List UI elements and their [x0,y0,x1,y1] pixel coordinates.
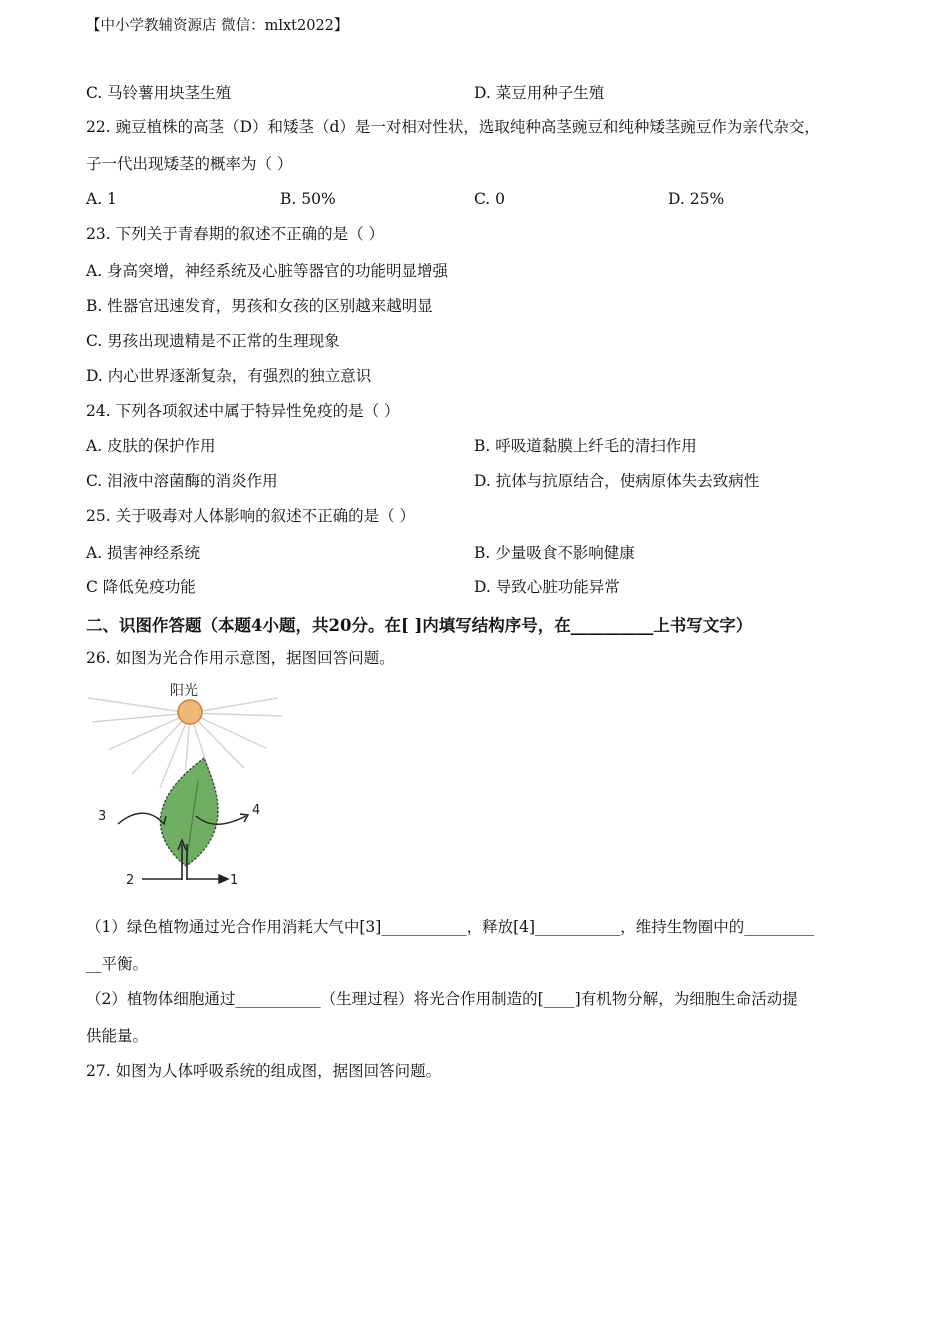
q22-option-c: C. 0 [474,190,506,208]
arrow-3-icon [118,813,166,824]
q25-option-c: C 降低免疫功能 [86,578,196,596]
q22-stem-line2: 子一代出现矮茎的概率为（ ） [86,155,293,173]
label-2: 2 [126,873,135,888]
q21-option-c: C. 马铃薯用块茎生殖 [86,84,232,102]
label-3: 3 [98,809,107,824]
q24-option-d: D. 抗体与抗原结合，使病原体失去致病性 [474,472,760,490]
sun-label: 阳光 [170,683,198,699]
q25-option-a: A. 损害神经系统 [86,544,201,562]
q23-option-a: A. 身高突增，神经系统及心脏等器官的功能明显增强 [86,262,449,280]
q23-stem: 23. 下列关于青春期的叙述不正确的是（ ） [86,225,385,243]
leaf-icon [160,758,218,866]
q22-option-a: A. 1 [86,190,117,208]
q22-stem-line1: 22. 豌豆植株的高茎（D）和矮茎（d）是一对相对性状，选取纯种高茎豌豆和纯种矮茎豌豆作为亲代杂交， [86,118,820,136]
q26-part2-line2: 供能量。 [86,1027,149,1045]
q24-option-c: C. 泪液中溶菌酶的消炎作用 [86,472,278,490]
section-2-heading: 二、识图作答题（本题4小题，共20分。在[ ]内填写结构序号，在__________上书写文字） [86,616,753,635]
q25-stem: 25. 关于吸毒对人体影响的叙述不正确的是（ ） [86,507,416,525]
q22-option-b: B. 50% [280,190,336,208]
q26-part2-line1: （2）植物体细胞通过___________（生理过程）将光合作用制造的[____]有机物分解，为细胞生命活动提 [86,990,798,1008]
q26-stem: 26. 如图为光合作用示意图，据图回答问题。 [86,649,395,667]
q23-option-b: B. 性器官迅速发育，男孩和女孩的区别越来越明显 [86,297,433,315]
q24-option-b: B. 呼吸道黏膜上纤毛的清扫作用 [474,437,697,455]
label-1: 1 [230,873,239,888]
q26-part1-line2: __平衡。 [86,955,149,973]
sun-icon [178,700,202,724]
q26-part1-line1: （1）绿色植物通过光合作用消耗大气中[3]___________，释放[4]___________，维持生物圈中的_________ [86,918,815,936]
q24-stem: 24. 下列各项叙述中属于特异性免疫的是（ ） [86,402,400,420]
label-4: 4 [252,803,261,818]
q23-option-c: C. 男孩出现遗精是不正常的生理现象 [86,332,340,350]
photosynthesis-diagram [86,676,286,891]
q24-option-a: A. 皮肤的保护作用 [86,437,216,455]
q25-option-d: D. 导致心脏功能异常 [474,578,620,596]
q25-option-b: B. 少量吸食不影响健康 [474,544,635,562]
q27-stem: 27. 如图为人体呼吸系统的组成图，据图回答问题。 [86,1062,442,1080]
page-header: 【中小学教辅资源店 微信：mlxt2022】 [86,18,349,34]
q22-option-d: D. 25% [668,190,725,208]
q23-option-d: D. 内心世界逐渐复杂，有强烈的独立意识 [86,367,372,385]
q21-option-d: D. 菜豆用种子生殖 [474,84,605,102]
arrow-2-to-1 [142,875,228,883]
